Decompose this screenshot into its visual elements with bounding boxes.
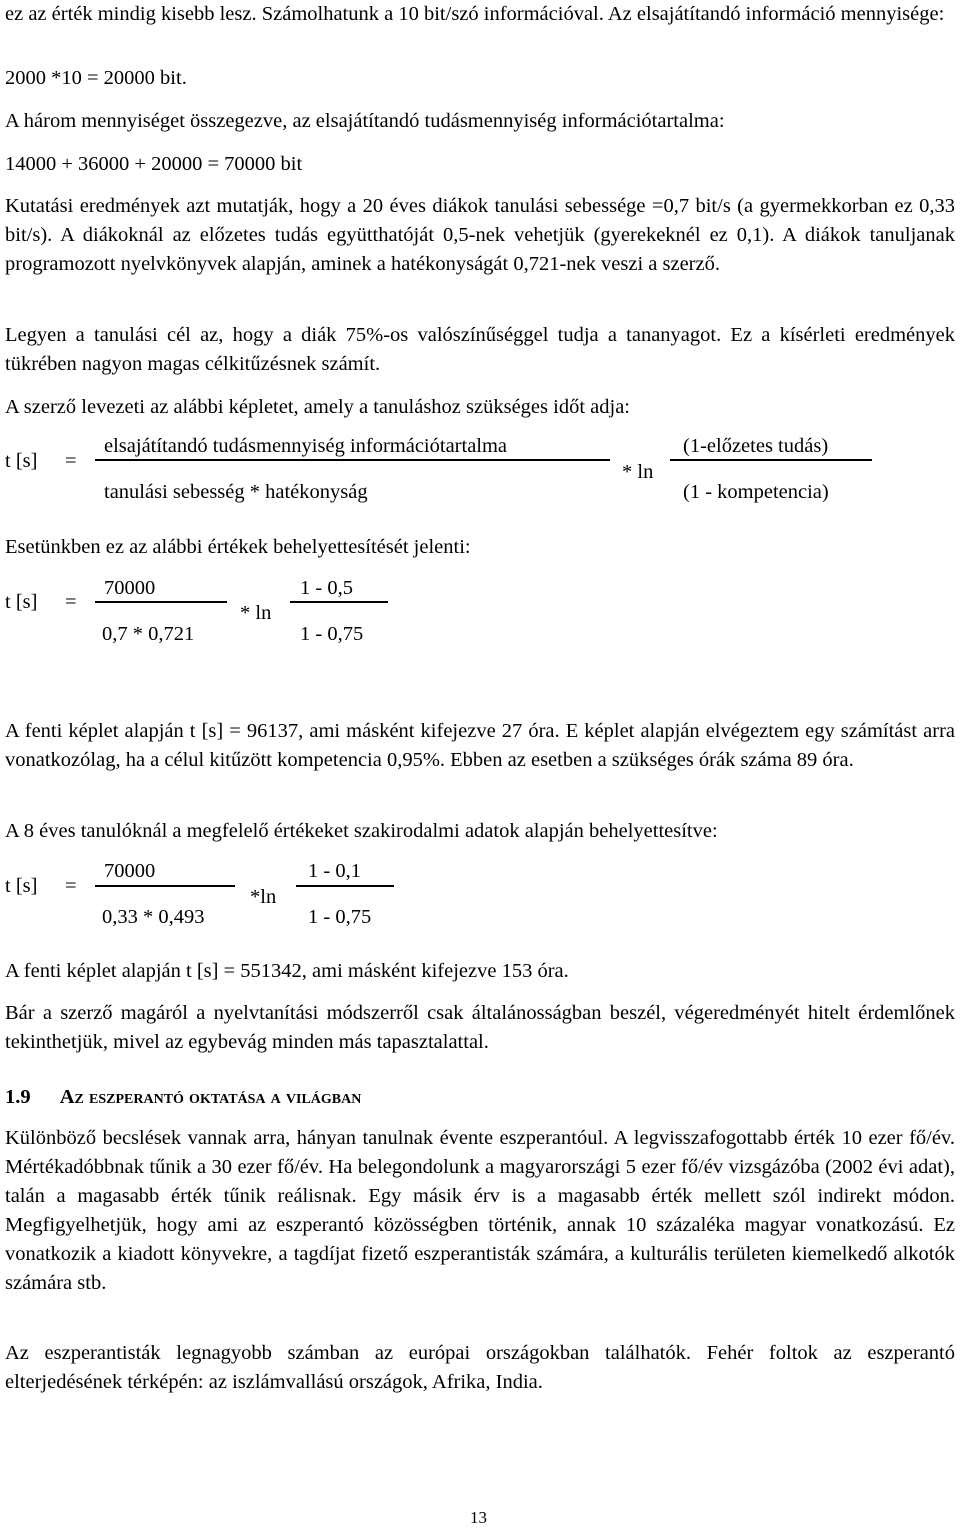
log-fraction-bar: [296, 885, 394, 887]
formula-numerator: 70000: [104, 860, 156, 882]
fraction-bar: [95, 885, 235, 887]
formula-operator: * ln: [622, 461, 654, 483]
formula-log-denominator: 1 - 0,75: [300, 623, 364, 645]
paragraph-countries: Az eszperantisták legnagyobb számban az európai országokban találhatók. Fehér foltok az eszperantó elterjedésének térképén: az iszlámvallású országok, Afrika, India.: [5, 1342, 955, 1393]
formula-operator: *ln: [250, 886, 277, 908]
paragraph-case-intro: Esetünkben ez az alábbi értékek behelyettesítését jelenti:: [5, 536, 471, 558]
section-title: Az eszperantó oktatása a világban: [59, 1086, 362, 1108]
formula-denominator: 0,7 * 0,721: [102, 623, 195, 645]
formula-equals: =: [65, 450, 77, 472]
formula-log-denominator: 1 - 0,75: [308, 906, 372, 928]
formula-log-numerator: 1 - 0,1: [308, 860, 361, 882]
page-number: 13: [470, 1508, 487, 1527]
formula-lhs: t [s]: [5, 875, 38, 897]
formula-lhs: t [s]: [5, 450, 38, 472]
paragraph-author-assessment: Bár a szerző magáról a nyelvtanítási módszerről csak általánosságban beszél, végeredményét hitelt érdemlőnek tekinthetjük, mivel az egybevág minden más tapasztalattal.: [5, 1002, 955, 1053]
paragraph-research-results: Kutatási eredmények azt mutatják, hogy a 20 éves diákok tanulási sebessége =0,7 bit/s (a gyermekkorban ez 0,33 bit/s). A diákoknál az előzetes tudás együtthatóját 0,5-nek vehetjük (gyerekeknél ez 0,1). A diákok tanuljanak programozott nyelvkönyvek alapján, aminek a hatékonyságát 0,721-nek veszi a szerző.: [5, 195, 955, 275]
log-fraction-bar: [290, 601, 388, 603]
paragraph-calc: 2000 *10 = 20000 bit.: [5, 67, 187, 89]
formula-numerator: 70000: [104, 577, 156, 599]
fraction-bar: [95, 459, 610, 461]
paragraph-eight-year-olds: A 8 éves tanulóknál a megfelelő értékeket szakirodalmi adatok alapján behelyettesítve:: [5, 820, 718, 842]
log-fraction-bar: [670, 459, 872, 461]
paragraph-intro: ez az érték mindig kisebb lesz. Számolhatunk a 10 bit/szó információval. Az elsajátítandó információ mennyisége:: [5, 3, 945, 25]
paragraph-formula-intro: A szerző levezeti az alábbi képletet, amely a tanuláshoz szükséges időt adja:: [5, 396, 630, 418]
formula-denominator: 0,33 * 0,493: [102, 906, 205, 928]
paragraph-learning-goal: Legyen a tanulási cél az, hogy a diák 75%-os valószínűséggel tudja a tananyagot. Ez a kísérleti eredmények tükrében nagyon magas célkitűzésnek számít.: [5, 324, 955, 375]
formula-log-denominator: (1 - kompetencia): [683, 481, 829, 503]
paragraph-result-students: A fenti képlet alapján t [s] = 96137, ami másként kifejezve 27 óra. E képlet alapján elvégeztem egy számítást arra vonatkozólag, ha a célul kitűzött kompetencia 0,95%. Ebben az esetben a szükséges órák száma 89 óra.: [5, 720, 955, 771]
fraction-bar: [95, 601, 227, 603]
paragraph-result-children: A fenti képlet alapján t [s] = 551342, ami másként kifejezve 153 óra.: [5, 960, 569, 982]
formula-lhs: t [s]: [5, 591, 38, 613]
section-number: 1.9: [5, 1086, 31, 1108]
paragraph-three-quantities: A három mennyiséget összegezve, az elsajátítandó tudásmennyiség információtartalma:: [5, 110, 725, 132]
formula-log-numerator: 1 - 0,5: [300, 577, 353, 599]
formula-log-numerator: (1-előzetes tudás): [683, 435, 829, 457]
paragraph-sum: 14000 + 36000 + 20000 = 70000 bit: [5, 153, 303, 175]
formula-operator: * ln: [240, 602, 272, 624]
paragraph-estimates: Különböző becslések vannak arra, hányan tanulnak évente eszperantóul. A legvisszafogottabb érték 10 ezer fő/év. Mértékadóbbnak tűnik a 30 ezer fő/év. Ha belegondolunk a magyarországi 5 ezer fő/év vizsgázóba (2002 évi adat), talán a magasabb érték tűnik reálisnak. Egy másik érv is a magasabb érték mellett szól indirekt módon. Megfigyelhetjük, hogy ami az eszperantó közösségben történik, annak 10 százaléka magyar vonatkozású. Ez vonatkozik a kiadott könyvekre, a tagdíjat fizető eszperantisták számára, a kulturális területen kiemelkedő alkotók számára stb.: [5, 1127, 955, 1294]
formula-denominator: tanulási sebesség * hatékonyság: [104, 481, 368, 503]
formula-numerator: elsajátítandó tudásmennyiség információtartalma: [104, 435, 508, 457]
section-heading: [5, 1083, 361, 1111]
formula-equals: =: [65, 875, 77, 897]
formula-equals: =: [65, 591, 77, 613]
